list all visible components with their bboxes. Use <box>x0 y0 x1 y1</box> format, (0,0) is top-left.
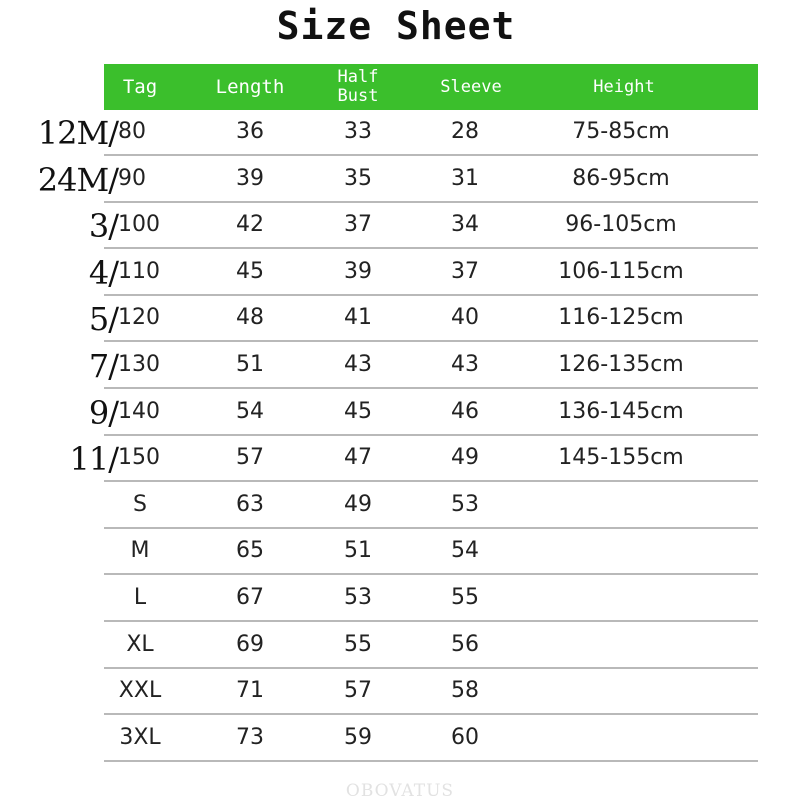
cell-sleeve: 28 <box>451 119 479 144</box>
watermark: OBOVATUS <box>345 781 455 801</box>
table-row <box>88 203 758 249</box>
cell-length: 63 <box>236 491 264 517</box>
age-size-prefix: 7/ <box>88 347 118 385</box>
cell-tag: S <box>133 491 147 517</box>
table-row <box>104 529 758 575</box>
table-row <box>69 436 758 482</box>
cell-tag: XL <box>126 631 154 657</box>
table-row <box>104 576 758 622</box>
cell-sleeve: 40 <box>451 305 479 331</box>
cell-height: 126-135cm <box>558 352 684 377</box>
cell-length: 67 <box>236 585 264 610</box>
cell-sleeve: 55 <box>451 585 479 610</box>
cell-tag: 130 <box>118 352 160 377</box>
cell-sleeve: 31 <box>451 165 479 191</box>
cell-length: 45 <box>236 258 264 284</box>
cell-length: 42 <box>236 212 264 238</box>
cell-half-bust: 45 <box>344 398 372 424</box>
table-row <box>37 110 758 156</box>
table-row <box>104 716 758 762</box>
cell-tag: L <box>133 585 147 610</box>
table-row <box>104 669 758 715</box>
cell-tag: 120 <box>118 305 160 331</box>
cell-half-bust: 33 <box>344 119 372 144</box>
cell-half-bust: 39 <box>344 258 372 284</box>
cell-sleeve: 49 <box>451 445 479 471</box>
cell-length: 51 <box>236 352 264 377</box>
cell-length: 54 <box>236 398 264 424</box>
cell-sleeve: 46 <box>451 398 479 424</box>
table-row <box>88 343 758 389</box>
cell-length: 39 <box>236 165 264 191</box>
cell-height: 116-125cm <box>558 305 684 331</box>
cell-height: 106-115cm <box>558 258 684 284</box>
cell-sleeve: 34 <box>451 212 479 238</box>
cell-length: 65 <box>236 538 264 564</box>
cell-height: 136-145cm <box>558 398 684 424</box>
table-row <box>37 157 758 203</box>
cell-half-bust: 53 <box>344 585 372 610</box>
cell-tag: 90 <box>118 165 146 191</box>
cell-tag: 140 <box>118 398 160 424</box>
column-header-length: Length <box>215 76 285 98</box>
cell-sleeve: 60 <box>451 724 479 750</box>
table-row <box>88 296 758 342</box>
cell-length: 69 <box>236 631 264 657</box>
cell-half-bust: 57 <box>344 678 372 704</box>
cell-height: 86-95cm <box>572 165 670 191</box>
cell-height: 75-85cm <box>572 119 670 144</box>
cell-length: 71 <box>236 678 264 704</box>
cell-tag: M <box>130 538 150 564</box>
age-size-prefix: 3/ <box>88 207 118 246</box>
column-header-height: Height <box>593 76 655 97</box>
cell-tag: 100 <box>118 212 160 238</box>
cell-tag: 80 <box>118 119 146 144</box>
column-header-half-bust: Half Bust <box>337 67 379 106</box>
cell-half-bust: 59 <box>344 724 372 750</box>
cell-sleeve: 43 <box>451 352 479 377</box>
cell-half-bust: 43 <box>344 352 372 377</box>
cell-half-bust: 47 <box>344 445 372 471</box>
cell-length: 73 <box>236 724 264 750</box>
cell-tag: 150 <box>118 445 160 471</box>
column-header-tag: Tag <box>122 76 158 98</box>
table-row <box>88 390 758 436</box>
cell-tag: 110 <box>118 258 160 284</box>
age-size-prefix: 4/ <box>88 253 118 292</box>
cell-sleeve: 58 <box>451 678 479 704</box>
column-header-sleeve: Sleeve <box>440 76 502 97</box>
table-row <box>88 250 758 296</box>
cell-length: 36 <box>236 119 264 144</box>
cell-length: 48 <box>236 305 264 331</box>
table-header <box>104 64 758 110</box>
table-row <box>104 483 758 529</box>
cell-half-bust: 35 <box>344 165 372 191</box>
cell-sleeve: 56 <box>451 631 479 657</box>
cell-height: 145-155cm <box>558 445 684 471</box>
cell-sleeve: 54 <box>451 538 479 564</box>
age-size-prefix: 5/ <box>88 300 118 339</box>
cell-length: 57 <box>236 445 264 471</box>
page-title: Size Sheet <box>276 4 516 48</box>
cell-half-bust: 49 <box>344 491 372 517</box>
cell-tag: 3XL <box>119 724 161 750</box>
cell-height: 96-105cm <box>565 212 677 238</box>
cell-half-bust: 51 <box>344 538 372 564</box>
cell-sleeve: 53 <box>451 491 479 517</box>
cell-tag: XXL <box>118 678 162 704</box>
age-size-prefix: 24M/ <box>37 160 118 199</box>
cell-half-bust: 41 <box>344 305 372 331</box>
cell-half-bust: 55 <box>344 631 372 657</box>
cell-sleeve: 37 <box>451 258 479 284</box>
table-row <box>104 623 758 669</box>
age-size-prefix: 11/ <box>69 440 118 479</box>
cell-half-bust: 37 <box>344 212 372 238</box>
age-size-prefix: 9/ <box>88 393 118 432</box>
age-size-prefix: 12M/ <box>37 114 118 152</box>
